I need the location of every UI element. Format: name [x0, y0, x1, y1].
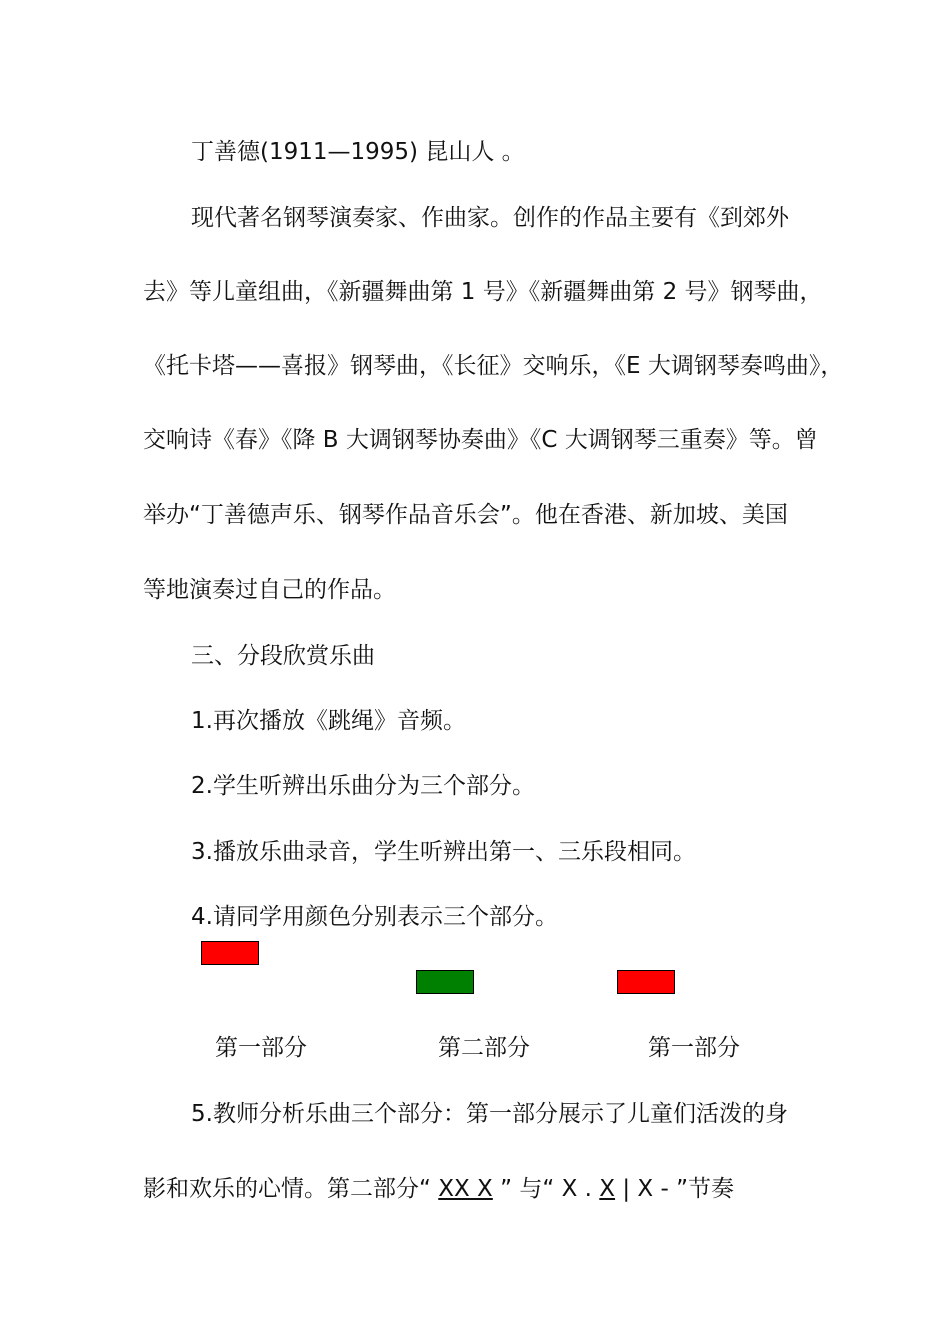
part-color-block-1: [201, 941, 259, 965]
part-label-2: 第二部分: [438, 1035, 530, 1061]
paragraph-bio-line-6: 等地演奏过自己的作品。: [143, 577, 396, 603]
item5-text-c: | X - ”节奏: [615, 1176, 735, 1202]
paragraph-bio-line-2: 去》等儿童组曲，《新疆舞曲第 1 号》《新疆舞曲第 2 号》钢琴曲，: [143, 279, 823, 305]
paragraph-bio-line-5: 举办“丁善德声乐、钢琴作品音乐会”。他在香港、新加坡、美国: [143, 502, 788, 528]
part-color-block-3: [617, 970, 675, 994]
paragraph-bio-line-4: 交响诗《春》《降 B 大调钢琴协奏曲》《C 大调钢琴三重奏》等。曾: [143, 427, 818, 453]
paragraph-bio-line-1: 现代著名钢琴演奏家、作曲家。创作的作品主要有《到郊外: [191, 205, 789, 231]
list-item-3: 3.播放乐曲录音，学生听辨出第一、三乐段相同。: [191, 839, 696, 865]
section-heading-3: 三、分段欣赏乐曲: [191, 643, 375, 669]
part-label-3: 第一部分: [648, 1035, 740, 1061]
rhythm-notation-2: X: [599, 1176, 616, 1202]
part-color-block-2: [416, 970, 474, 994]
rhythm-notation-1: XX X: [438, 1176, 493, 1202]
part-label-1: 第一部分: [215, 1035, 307, 1061]
item5-text-a: 影和欢乐的心情。第二部分“: [143, 1176, 439, 1202]
list-item-5-line-1: 5.教师分析乐曲三个部分：第一部分展示了儿童们活泼的身: [191, 1101, 788, 1127]
paragraph-bio-heading: 丁善德(1911—1995) 昆山人 。: [191, 139, 525, 165]
list-item-5-line-2: [143, 1174, 734, 1204]
list-item-4: 4.请同学用颜色分别表示三个部分。: [191, 904, 558, 930]
list-item-2: 2.学生听辨出乐曲分为三个部分。: [191, 773, 535, 799]
paragraph-bio-line-3: 《托卡塔——喜报》钢琴曲，《长征》交响乐，《E 大调钢琴奏鸣曲》，: [143, 353, 844, 379]
list-item-1: 1.再次播放《跳绳》音频。: [191, 708, 466, 734]
item5-text-b: ” 与“ X .: [492, 1176, 600, 1202]
